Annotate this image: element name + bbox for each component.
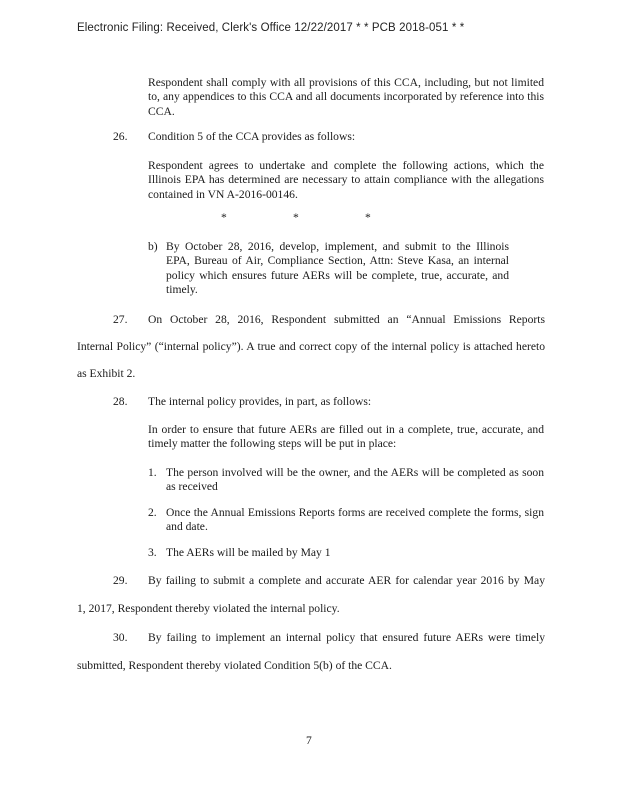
paragraph-27-line-3: as Exhibit 2. bbox=[77, 367, 136, 380]
asterisk-1: * bbox=[221, 211, 227, 224]
step-2-text: Once the Annual Emissions Reports forms are received complete the forms, sign and date. bbox=[166, 506, 544, 534]
paragraph-29-line-1: By failing to submit a complete and accurate AER for calendar year 2016 by May bbox=[148, 574, 545, 587]
paragraph-29-number: 29. bbox=[113, 574, 128, 587]
quote-item-b-label: b) bbox=[148, 240, 158, 253]
paragraph-30-number: 30. bbox=[113, 631, 128, 644]
quote-condition-5: Respondent agrees to undertake and complete the following actions, which the Illinois EPA has determined are necessary to attain compliance with the allegations contained in VN A-2016-00146. bbox=[148, 159, 544, 201]
step-2-label: 2. bbox=[148, 506, 157, 519]
asterisk-3: * bbox=[365, 211, 371, 224]
quote-cca-compliance: Respondent shall comply with all provisions of this CCA, including, but not limited to, any appendices to this CCA and all documents incorporated by reference into this CCA. bbox=[148, 76, 544, 118]
paragraph-28-text: The internal policy provides, in part, as follows: bbox=[148, 395, 372, 408]
paragraph-26-text: Condition 5 of the CCA provides as follows: bbox=[148, 130, 356, 143]
paragraph-28-number: 28. bbox=[113, 395, 128, 408]
asterisk-2: * bbox=[293, 211, 299, 224]
paragraph-30-line-2: submitted, Respondent thereby violated Condition 5(b) of the CCA. bbox=[77, 659, 392, 672]
step-1-label: 1. bbox=[148, 466, 157, 479]
step-3-label: 3. bbox=[148, 546, 157, 559]
paragraph-29-line-2: 1, 2017, Respondent thereby violated the internal policy. bbox=[77, 602, 340, 615]
step-1-text: The person involved will be the owner, and the AERs will be completed as soon as received bbox=[166, 466, 544, 494]
step-3-text: The AERs will be mailed by May 1 bbox=[166, 546, 331, 559]
paragraph-30-line-1: By failing to implement an internal policy that ensured future AERs were timely bbox=[148, 631, 545, 644]
quote-item-b-text: By October 28, 2016, develop, implement, and submit to the Illinois EPA, Bureau of Air, Compliance Section, Attn: Steve Kasa, an internal policy which ensures future AERs will be complete, true, accurate, and timely. bbox=[166, 240, 509, 296]
paragraph-27-line-2: Internal Policy” (“internal policy”). A true and correct copy of the internal policy is attached hereto bbox=[77, 340, 545, 353]
paragraph-26-number: 26. bbox=[113, 130, 128, 143]
quote-internal-policy: In order to ensure that future AERs are filled out in a complete, true, accurate, and timely matter the following steps will be put in place: bbox=[148, 423, 544, 451]
page-number: 7 bbox=[306, 734, 312, 747]
paragraph-27-number: 27. bbox=[113, 313, 128, 326]
paragraph-27-line-1: On October 28, 2016, Respondent submitted an “Annual Emissions Reports bbox=[148, 313, 545, 326]
filing-header: Electronic Filing: Received, Clerk's Office 12/22/2017 * * PCB 2018-051 * * bbox=[77, 22, 465, 34]
